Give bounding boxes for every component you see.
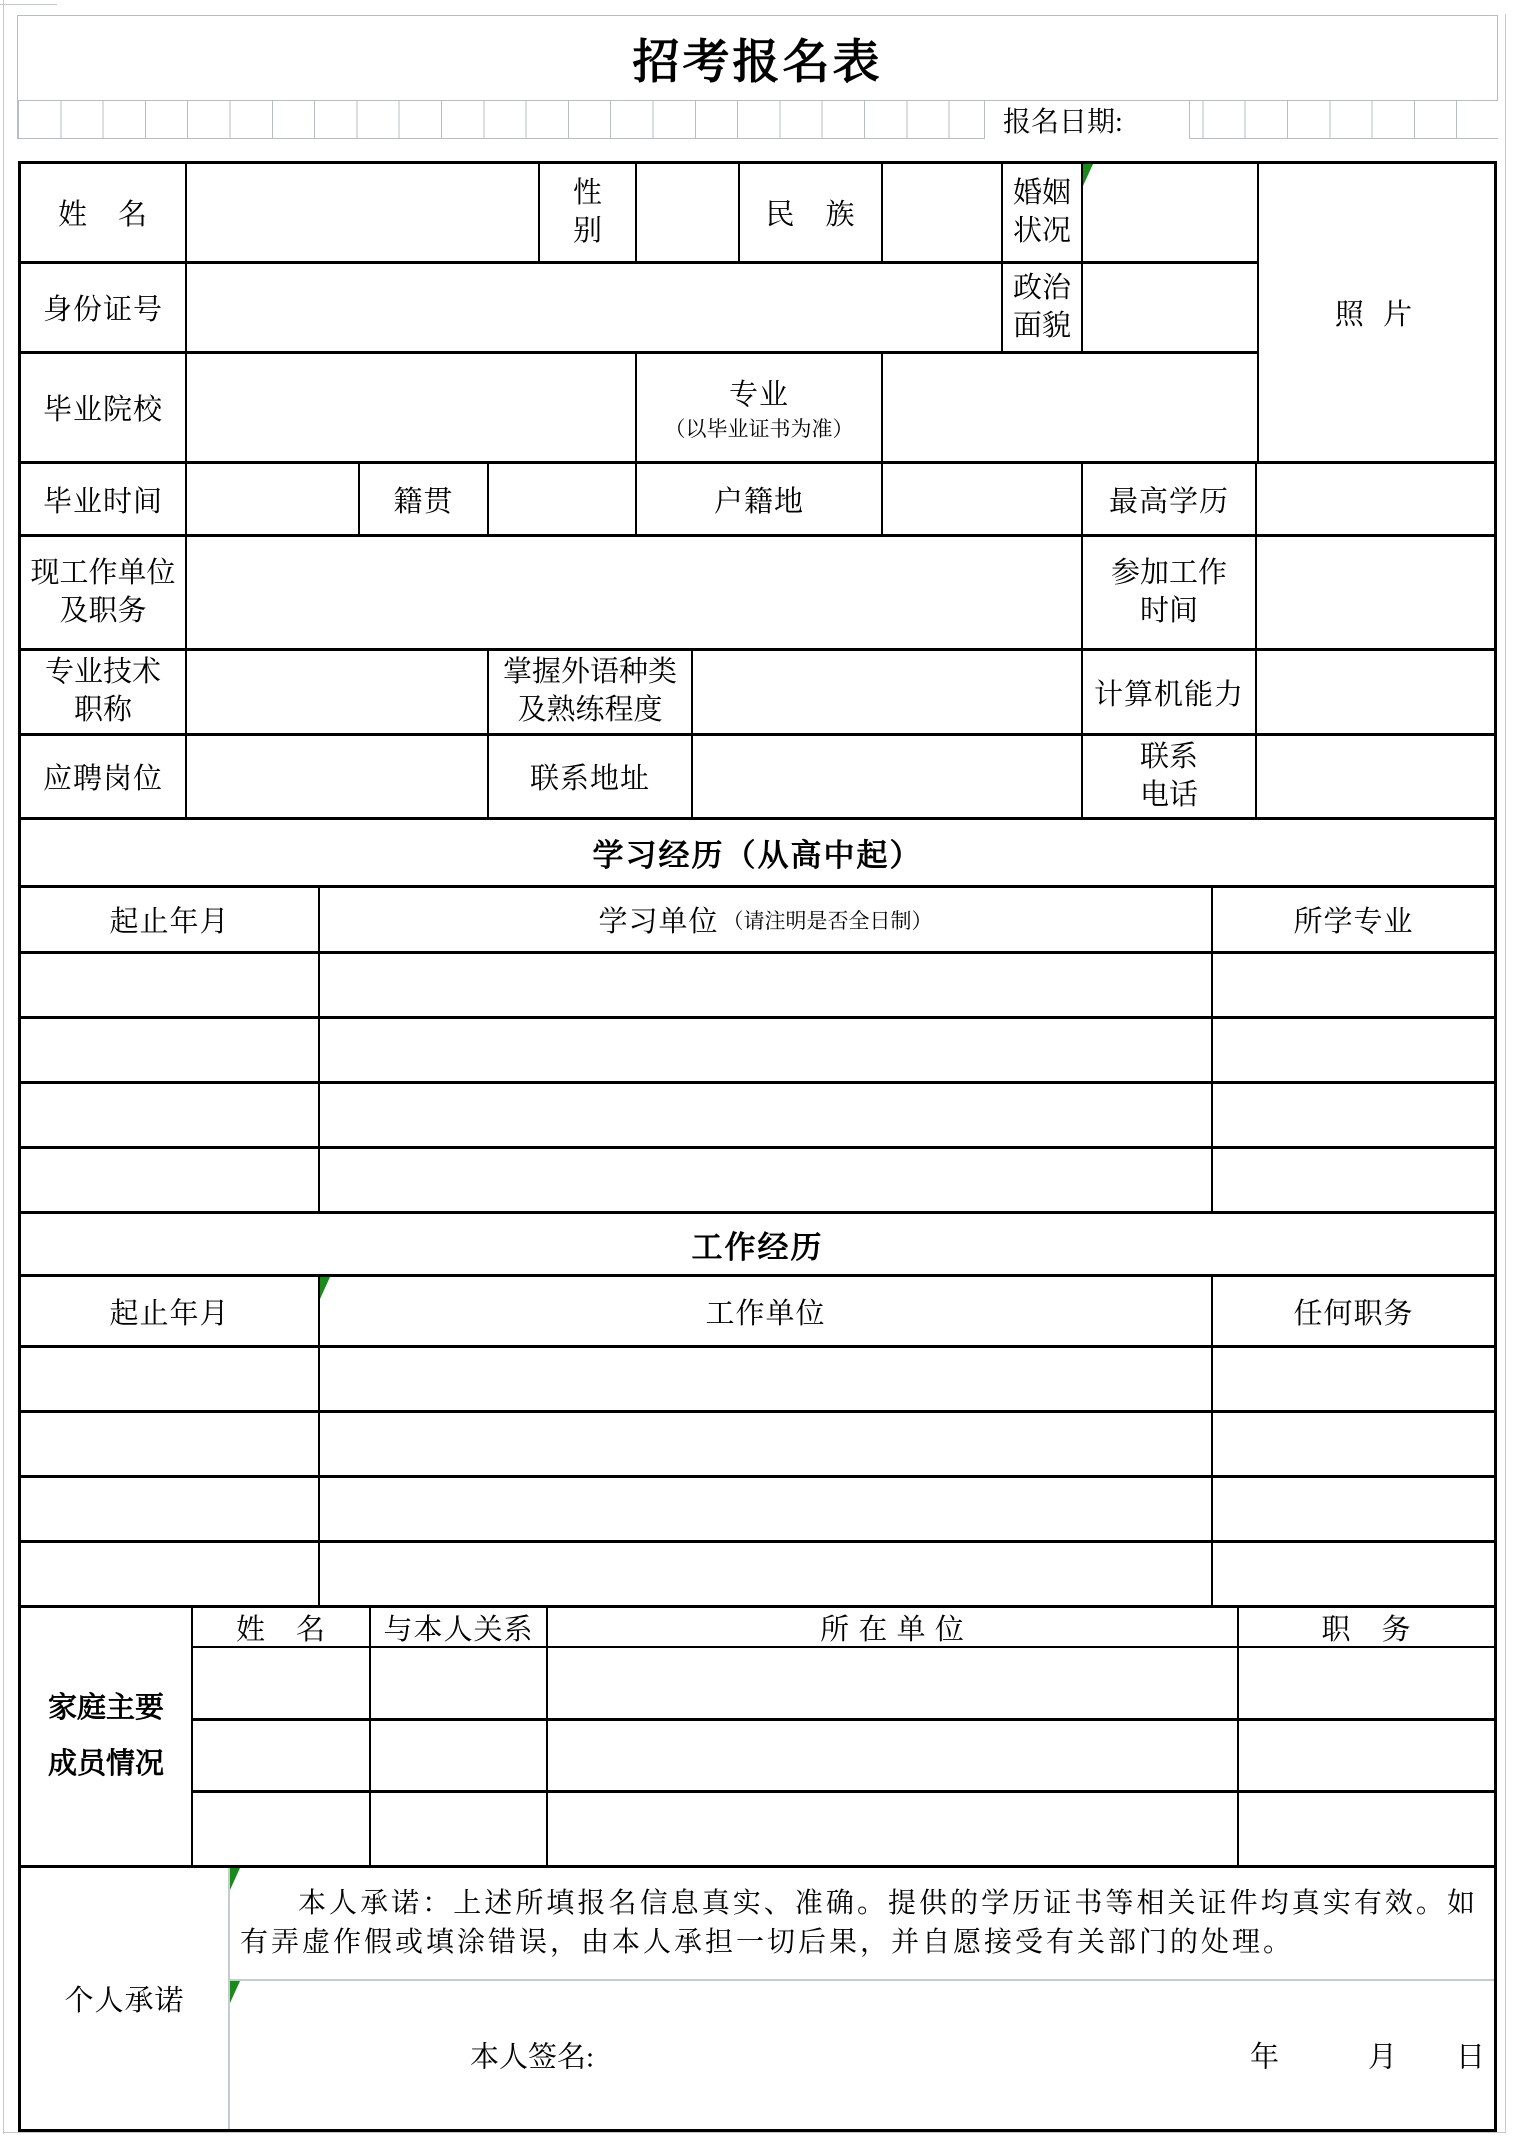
computer-label: 计算机能力 [1083, 651, 1257, 733]
contact-phone-input-cell[interactable] [1257, 736, 1494, 817]
sheet-gridline-left [3, 0, 4, 2134]
major-label: 专业 （以毕业证书为准） [637, 354, 883, 461]
current-unit-input-cell[interactable] [187, 537, 1083, 648]
major-note: （以毕业证书为准） [664, 417, 854, 441]
work-unit-cell[interactable] [320, 1413, 1213, 1475]
current-unit-row [21, 537, 1494, 651]
work-period-cell[interactable] [21, 1478, 320, 1540]
signature-cell[interactable] [230, 1981, 1494, 2129]
family-row [193, 1721, 1494, 1793]
work-position-cell[interactable] [1213, 1543, 1494, 1605]
comment-marker-icon [1083, 164, 1093, 186]
edu-major-cell[interactable] [1213, 1019, 1494, 1081]
edu-col-unit: 学习单位 （请注明是否全日制） [320, 888, 1213, 951]
marital-label: 婚姻状况 [1003, 164, 1083, 261]
work-period-cell[interactable] [21, 1348, 320, 1410]
work-period-cell[interactable] [21, 1543, 320, 1605]
signature-label: 本人签名: [470, 2041, 595, 2074]
family-col-relation: 与本人关系 [371, 1608, 548, 1646]
personal-top-section [21, 164, 1494, 464]
photo-box[interactable] [1257, 164, 1494, 461]
political-label: 政治面貌 [1003, 264, 1083, 351]
prof-title-label: 专业技术职称 [21, 651, 187, 733]
contact-address-input-cell[interactable] [693, 736, 1083, 817]
family-row [193, 1793, 1494, 1865]
prof-title-row [21, 651, 1494, 736]
ethnicity-input-cell[interactable] [883, 164, 1003, 261]
edu-major-cell[interactable] [1213, 1084, 1494, 1146]
highest-edu-label: 最高学历 [1083, 464, 1257, 534]
signup-date-label: 报名日期: [1003, 107, 1123, 138]
edu-col-major: 所学专业 [1293, 906, 1414, 938]
edu-major-cell[interactable] [1213, 1149, 1494, 1211]
school-row [21, 354, 1257, 461]
work-unit-cell[interactable] [320, 1478, 1213, 1540]
month-label: 月 [1368, 2041, 1398, 2074]
family-name-cell[interactable] [193, 1721, 371, 1790]
work-section-header: 工作经历 [21, 1214, 1494, 1277]
commitment-body [230, 1868, 1494, 2129]
sheet-gridline-bottom [3, 2132, 1506, 2133]
native-label: 籍贯 [360, 464, 489, 534]
family-position-cell[interactable] [1239, 1793, 1494, 1865]
apply-position-label: 应聘岗位 [21, 736, 187, 817]
work-row [21, 1413, 1494, 1478]
form-title: 招考报名表 [632, 36, 883, 89]
ethnicity-label: 民 族 [740, 164, 883, 261]
title-block [17, 15, 1498, 101]
edu-row [21, 1084, 1494, 1149]
family-name-cell[interactable] [193, 1648, 371, 1718]
family-section [21, 1608, 1494, 1868]
school-input-cell[interactable] [187, 354, 637, 461]
work-row [21, 1348, 1494, 1413]
education-section-header: 学习经历（从高中起） [21, 820, 1494, 888]
work-col-unit: 工作单位 [320, 1277, 1213, 1345]
name-row [21, 164, 1257, 264]
work-start-label: 参加工作时间 [1083, 537, 1257, 648]
id-row [21, 264, 1257, 354]
name-input-cell[interactable] [187, 164, 540, 261]
prof-title-input-cell[interactable] [187, 651, 489, 733]
commitment-label: 个人承诺 [21, 1868, 230, 2129]
work-period-cell[interactable] [21, 1413, 320, 1475]
work-col-period: 起止年月 [21, 1277, 320, 1345]
foreign-lang-input-cell[interactable] [693, 651, 1083, 733]
gradtime-row [21, 464, 1494, 537]
work-col-position: 任何职务 [1293, 1297, 1414, 1330]
sheet-gridline-right [1505, 14, 1506, 2133]
gradtime-input-cell[interactable] [187, 464, 360, 534]
year-label: 年 [1250, 2041, 1280, 2074]
family-col-unit: 所 在 单 位 [548, 1608, 1239, 1646]
commitment-section [21, 1868, 1494, 2129]
family-table [193, 1608, 1494, 1865]
edu-unit-cell[interactable] [320, 1149, 1213, 1211]
edu-period-cell[interactable] [21, 954, 320, 1016]
edu-col-unit-note: （请注明是否全日制） [722, 908, 933, 933]
gender-input-cell[interactable] [637, 164, 740, 261]
apply-position-row [21, 736, 1494, 820]
apply-position-input-cell[interactable] [187, 736, 489, 817]
household-input-cell[interactable] [883, 464, 1083, 534]
form-table [18, 161, 1497, 2132]
family-col-name: 姓 名 [193, 1608, 371, 1646]
personal-top-left [21, 164, 1257, 461]
political-input-cell[interactable] [1083, 264, 1257, 351]
work-start-input-cell[interactable] [1257, 537, 1494, 648]
family-name-cell[interactable] [193, 1793, 371, 1865]
comment-marker-icon [230, 1868, 240, 1890]
edu-col-period: 起止年月 [21, 888, 320, 951]
current-unit-label: 现工作单位及职务 [21, 537, 187, 648]
highest-edu-input-cell[interactable] [1257, 464, 1494, 534]
major-input-cell[interactable] [883, 354, 1257, 461]
family-position-cell[interactable] [1239, 1648, 1494, 1718]
day-label: 日 [1456, 2041, 1486, 2074]
marital-input-cell[interactable] [1083, 164, 1257, 261]
family-relation-cell[interactable] [371, 1721, 548, 1790]
edu-row [21, 1019, 1494, 1084]
edu-unit-cell[interactable] [320, 1084, 1213, 1146]
edu-unit-cell[interactable] [320, 1019, 1213, 1081]
edu-row [21, 1149, 1494, 1214]
work-row [21, 1543, 1494, 1608]
native-input-cell[interactable] [489, 464, 637, 534]
family-unit-cell[interactable] [548, 1721, 1239, 1790]
contact-address-label: 联系地址 [489, 736, 693, 817]
work-position-cell[interactable] [1213, 1478, 1494, 1540]
education-columns-row [21, 888, 1494, 954]
family-relation-cell[interactable] [371, 1648, 548, 1718]
work-columns-row [21, 1277, 1494, 1348]
edu-period-cell[interactable] [21, 1019, 320, 1081]
household-label: 户籍地 [637, 464, 883, 534]
sheet-gridline-top [0, 4, 57, 5]
family-section-label: 家庭主要成员情况 [21, 1608, 193, 1865]
edu-major-cell[interactable] [1213, 954, 1494, 1016]
edu-row [21, 954, 1494, 1019]
family-unit-cell[interactable] [548, 1648, 1239, 1718]
foreign-lang-label: 掌握外语种类及熟练程度 [489, 651, 693, 733]
work-row [21, 1478, 1494, 1543]
school-label: 毕业院校 [21, 354, 187, 461]
work-position-cell[interactable] [1213, 1348, 1494, 1410]
work-unit-cell[interactable] [320, 1543, 1213, 1605]
edu-period-cell[interactable] [21, 1149, 320, 1211]
id-label: 身份证号 [21, 264, 187, 351]
contact-phone-label: 联系电话 [1083, 736, 1257, 817]
family-unit-cell[interactable] [548, 1793, 1239, 1865]
family-col-position: 职 务 [1321, 1613, 1412, 1646]
work-unit-cell[interactable] [320, 1348, 1213, 1410]
commitment-text: 本人承诺：上述所填报名信息真实、准确。提供的学历证书等相关证件均真实有效。如有弄虚作假或填涂错误，由本人承担一切后果，并自愿接受有关部门的处理。 [240, 1888, 1478, 1958]
photo-label: 照 片 [1334, 299, 1419, 331]
spreadsheet-cell-strip [17, 101, 1498, 139]
comment-marker-icon [320, 1277, 330, 1299]
family-relation-cell[interactable] [371, 1793, 548, 1865]
gradtime-label: 毕业时间 [21, 464, 187, 534]
family-position-cell[interactable] [1239, 1721, 1494, 1790]
gender-label: 性别 [540, 164, 637, 261]
family-columns-row [193, 1608, 1494, 1648]
edu-period-cell[interactable] [21, 1084, 320, 1146]
signup-date-cell[interactable] [984, 101, 1190, 139]
name-label: 姓 名 [21, 164, 187, 261]
computer-input-cell[interactable] [1257, 651, 1494, 733]
edu-unit-cell[interactable] [320, 954, 1213, 1016]
work-position-cell[interactable] [1213, 1413, 1494, 1475]
id-input-cell[interactable] [187, 264, 1003, 351]
comment-marker-icon [230, 1981, 240, 2003]
family-row [193, 1648, 1494, 1721]
commitment-text-cell[interactable] [230, 1868, 1494, 1981]
